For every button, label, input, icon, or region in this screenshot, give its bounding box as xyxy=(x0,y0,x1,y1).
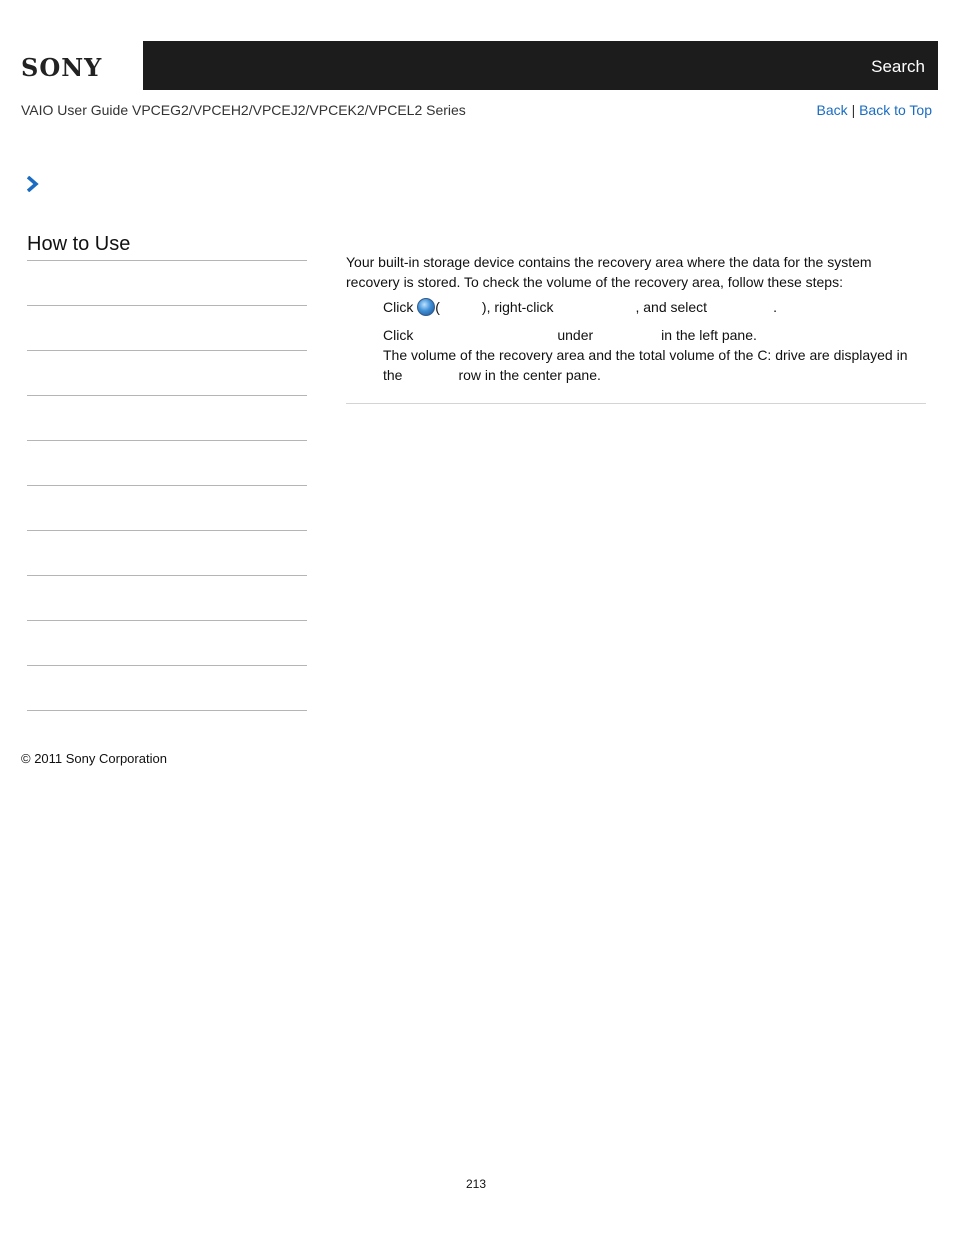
intro-paragraph: Your built-in storage device contains the recovery area where the data for the system recovery is stored. To check the volume of the recovery area, follow these steps: xyxy=(346,254,872,290)
sidebar-item[interactable] xyxy=(27,440,307,485)
page-number: 213 xyxy=(466,1177,487,1191)
logo-text: SONY xyxy=(21,53,103,82)
windows-start-icon xyxy=(417,298,435,316)
step2-click: Click xyxy=(383,327,414,343)
sidebar-item[interactable] xyxy=(27,620,307,665)
sidebar-item[interactable] xyxy=(27,665,307,710)
top-nav xyxy=(817,102,932,118)
sidebar-item[interactable] xyxy=(27,260,307,305)
sony-logo[interactable] xyxy=(16,41,144,90)
step2-row-center: row in the center pane. xyxy=(458,367,601,383)
copyright: © 2011 Sony Corporation xyxy=(21,751,167,766)
step1-open-paren: ( xyxy=(435,299,440,315)
section-title: How to Use xyxy=(27,233,131,255)
step-2-description-end xyxy=(383,365,601,385)
sidebar-item[interactable] xyxy=(27,530,307,575)
step2-under: under xyxy=(557,327,594,343)
sidebar-item[interactable] xyxy=(27,350,307,395)
sidebar-list xyxy=(27,260,307,712)
main-content xyxy=(346,252,926,383)
site-header xyxy=(16,41,938,90)
search-link[interactable]: Search xyxy=(871,57,925,76)
step1-right-click: ), right-click xyxy=(481,299,554,315)
sidebar-item[interactable] xyxy=(27,395,307,440)
step1-click: Click xyxy=(383,299,414,315)
step2-the: the xyxy=(383,367,403,383)
step-1 xyxy=(383,297,777,317)
sidebar-item[interactable] xyxy=(27,305,307,350)
step1-and-select: , and select xyxy=(635,299,708,315)
step2-in-left-pane: in the left pane. xyxy=(661,327,757,343)
step-2 xyxy=(383,325,757,345)
step-2-description: The volume of the recovery area and the total volume of the C: drive are displayed in xyxy=(383,347,908,363)
back-to-top-link[interactable]: Back to Top xyxy=(859,102,932,118)
content-divider xyxy=(346,403,926,404)
guide-title: VAIO User Guide VPCEG2/VPCEH2/VPCEJ2/VPCEK2/VPCEL2 Series xyxy=(21,102,466,118)
sidebar-item[interactable] xyxy=(27,575,307,620)
nav-separator: | xyxy=(851,102,856,118)
step1-period: . xyxy=(773,299,777,315)
sidebar-item[interactable] xyxy=(27,485,307,530)
sidebar-bottom-divider xyxy=(27,710,307,712)
chevron-right-icon[interactable] xyxy=(25,176,39,192)
back-link[interactable]: Back xyxy=(816,102,848,118)
